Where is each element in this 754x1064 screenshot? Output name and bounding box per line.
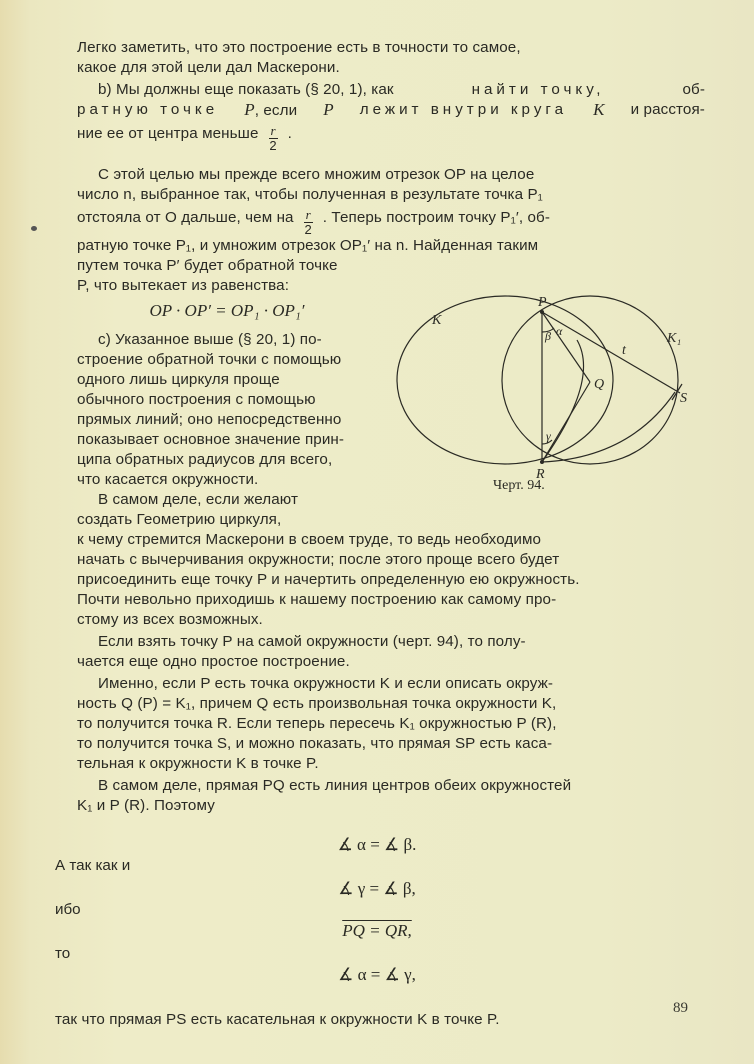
text-line: [77, 734, 705, 754]
math-var: P: [244, 100, 255, 119]
equation-gamma-beta: [0, 878, 754, 900]
text-line: [98, 776, 705, 796]
point-R: [540, 460, 544, 464]
text-line: [77, 390, 377, 410]
label-S: S: [680, 391, 687, 406]
text-line: [77, 470, 377, 490]
text: что касается окружности.: [77, 471, 259, 488]
text-line: [77, 185, 705, 205]
text: ратную точке P₁, и умножим отрезок OP₁′ на n. Найденная таким: [77, 237, 539, 254]
text: В самом деле, прямая PQ есть линия центров обеих окружностей: [98, 777, 572, 794]
text: тельная к окружности K в точке P.: [77, 755, 319, 772]
text-line: [77, 38, 705, 58]
text: об-: [682, 81, 705, 98]
label-K: K: [432, 313, 442, 328]
arc-Q: [542, 340, 584, 462]
text-line: [77, 610, 705, 630]
text: то получится точка R. Если теперь пересечь K₁ окружностью P (R),: [77, 715, 557, 732]
equation-text: PQ = QR,: [342, 921, 412, 940]
text: то получится точка S, и можно показать, что прямая SP есть каса-: [77, 735, 553, 752]
geometry-figure-94: [390, 280, 710, 480]
text-line: [77, 370, 377, 390]
fraction-numerator: r: [305, 207, 311, 222]
text: создать Геометрию циркуля,: [77, 511, 282, 528]
text: к чему стремится Маскерони в своем труде, то ведь необходимо: [77, 531, 542, 548]
text: число n, выбранное так, чтобы полученная в результате точка P₁: [77, 186, 543, 203]
text-line: [77, 550, 705, 570]
label-alpha: α: [556, 324, 563, 338]
text: Легко заметить, что это построение есть в точности то самое,: [77, 39, 521, 56]
fraction-denominator: 2: [269, 138, 277, 153]
text: ципа обратных радиусов для всего,: [77, 451, 333, 468]
text: одного лишь циркуля проще: [77, 371, 280, 388]
text: с) Указанное выше (§ 20, 1) по-: [98, 331, 322, 348]
text: С этой целью мы прежде всего множим отрезок OP на целое: [98, 166, 535, 183]
text-line: [77, 570, 705, 590]
text-line: [98, 80, 705, 100]
text-line: [77, 450, 377, 470]
text: В самом деле, если желают: [98, 491, 299, 508]
text: P, что вытекает из равенства:: [77, 277, 290, 294]
spaced-text: ратную точке: [77, 101, 219, 118]
text-line: [77, 796, 705, 816]
text: отстояла от O дальше, чем на: [77, 209, 294, 226]
text-line: [77, 410, 377, 430]
math-var: P: [323, 100, 334, 119]
text: , если: [254, 102, 298, 119]
text-line: [77, 694, 705, 714]
label-beta: β: [545, 329, 551, 343]
connector-text: то: [55, 945, 71, 962]
text-line: [77, 256, 705, 276]
text-line: [77, 430, 377, 450]
text: K₁ и P (R). Поэтому: [77, 797, 215, 814]
equation-alpha-gamma: [0, 964, 754, 986]
equation-text: ∡ α = ∡ γ,: [338, 965, 416, 984]
circle-K1: [502, 296, 678, 464]
text-line: [98, 632, 705, 652]
text: Если взять точку P на самой окружности (черт. 94), то полу-: [98, 633, 526, 650]
text-line: [77, 590, 705, 610]
margin-dot-mark: [31, 226, 37, 231]
formula-main: [77, 300, 377, 322]
text: и расстоя-: [630, 101, 705, 118]
label-gamma: γ: [546, 429, 551, 443]
text: .: [287, 125, 292, 142]
fraction-numerator: r: [270, 123, 276, 138]
equation-alpha-beta: [0, 834, 754, 856]
text: так что прямая PS есть касательная к окружности K в точке P.: [55, 1011, 500, 1028]
text-line: [77, 754, 705, 774]
point-P: [540, 310, 544, 314]
text-line: [77, 208, 705, 237]
text-line: [77, 58, 705, 78]
label-R: R: [536, 467, 545, 480]
text: стому из всех возможных.: [77, 611, 263, 628]
text: присоединить еще точку P и начертить определенную ею окружность.: [77, 571, 580, 588]
fraction-denominator: 2: [304, 222, 312, 237]
text: чается еще одно простое построение.: [77, 653, 350, 670]
text-line: [98, 330, 377, 350]
text-line: [98, 165, 705, 185]
circle-K: [397, 296, 613, 464]
text: показывает основное значение прин-: [77, 431, 345, 448]
text: какое для этой цели дал Маскерони.: [77, 59, 340, 76]
text-line: [77, 652, 705, 672]
text-line: [77, 100, 705, 121]
text-line: [98, 490, 377, 510]
equation-text: ∡ α = ∡ β.: [337, 835, 417, 854]
text: . Теперь построим точку P₁′, об-: [322, 209, 550, 226]
text: строение обратной точки с помощью: [77, 351, 342, 368]
connector-text: А так как и: [55, 857, 131, 874]
math-var: K: [593, 100, 605, 119]
label-K1: K₁: [667, 331, 682, 346]
spaced-text: найти точку,: [471, 81, 605, 98]
text-line: [77, 530, 705, 550]
label-P: P: [538, 295, 547, 310]
text: ность Q (P) = K₁, причем Q есть произвольная точка окружности K,: [77, 695, 557, 712]
equation-text: ∡ γ = ∡ β,: [338, 879, 416, 898]
text: обычного построения с помощью: [77, 391, 316, 408]
text-line: [77, 714, 705, 734]
equation-pq-qr: [0, 920, 754, 942]
text: b) Мы должны еще показать (§ 20, 1), как: [98, 81, 394, 98]
fraction: [269, 124, 278, 153]
figure-caption: Черт. 94.: [493, 478, 545, 493]
page-number: 89: [673, 1000, 688, 1016]
connector-text: ибо: [55, 901, 81, 918]
text-line: [77, 510, 377, 530]
tangent-line-t: [542, 312, 680, 393]
label-t: t: [622, 343, 626, 358]
text-line: [77, 350, 377, 370]
text: Почти невольно приходишь к нашему построению как самому про-: [77, 591, 557, 608]
text: начать с вычерчивания окружности; после этого проще всего будет: [77, 551, 560, 568]
text-line: [77, 236, 705, 256]
fraction: [304, 208, 313, 237]
text: Именно, если P есть точка окружности K и если описать окруж-: [98, 675, 554, 692]
text-line: [98, 674, 705, 694]
text: прямых линий; оно непосредственно: [77, 411, 342, 428]
text: путем точка P′ будет обратной точке: [77, 257, 338, 274]
text-line: [55, 1010, 683, 1030]
text-line: [77, 124, 705, 153]
text: ние ее от центра меньше: [77, 125, 259, 142]
formula-text: OP · OP′ = OP₁ · OP₁′: [149, 301, 305, 320]
spaced-text: лежит внутри круга: [359, 101, 568, 118]
label-Q: Q: [594, 377, 605, 392]
